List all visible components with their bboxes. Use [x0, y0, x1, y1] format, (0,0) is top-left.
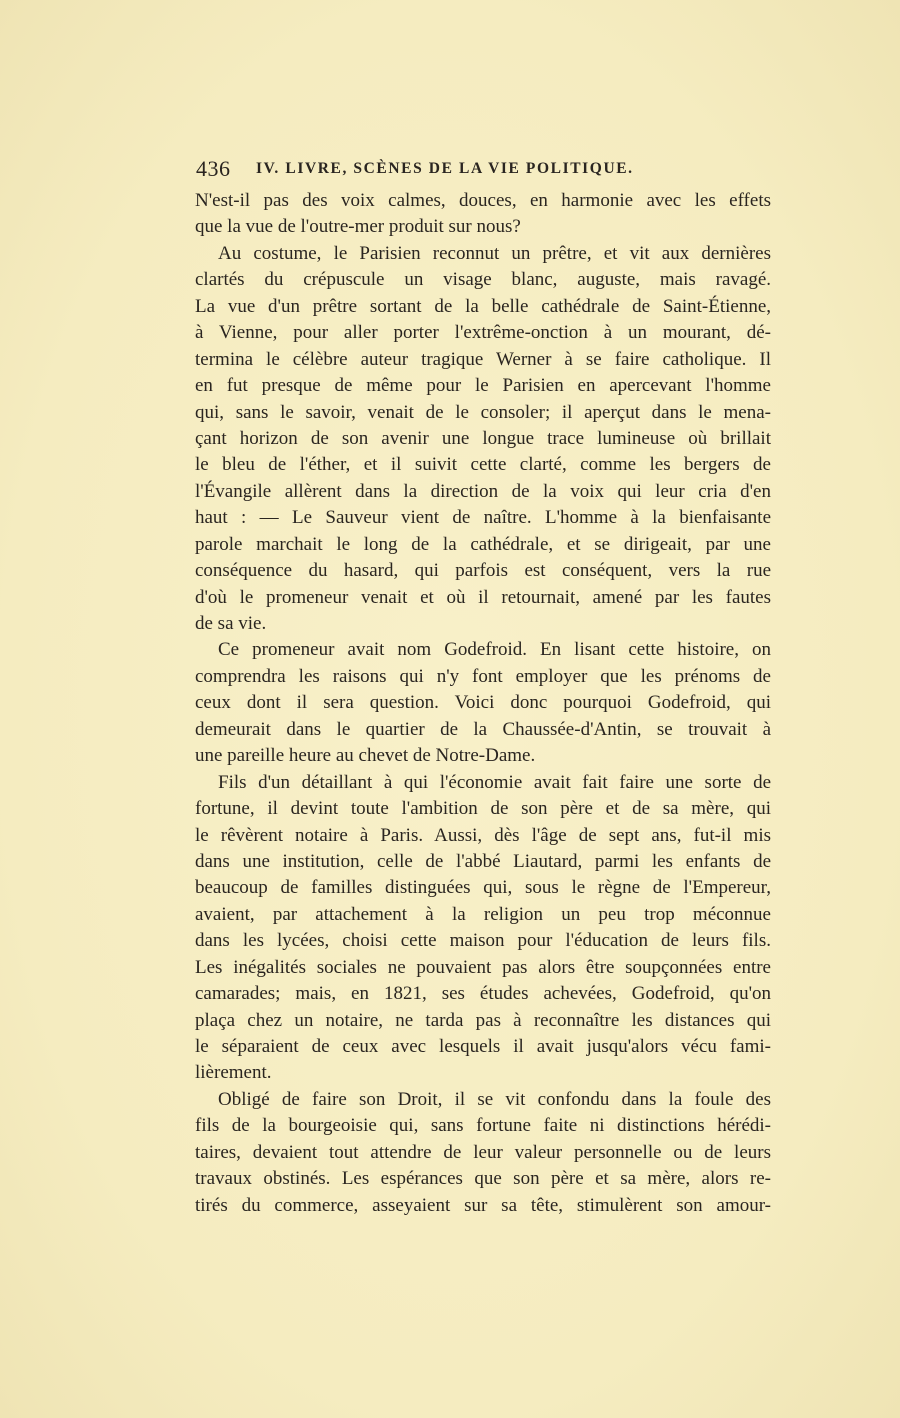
text-line: camarades; mais, en 1821, ses études achevées, Godefroid, qu'on — [195, 983, 771, 1005]
text-line: dans les lycées, choisi cette maison pour l'éducation de leurs fils. — [195, 930, 771, 952]
text-line: Au costume, le Parisien reconnut un prêtre, et vit aux dernières — [218, 242, 771, 264]
text-line: le bleu de l'éther, et il suivit cette clarté, comme les bergers de — [195, 454, 771, 476]
text-line: termina le célèbre auteur tragique Werner à se faire catholique. Il — [195, 348, 771, 370]
text-line: ceux dont il sera question. Voici donc pourquoi Godefroid, qui — [195, 692, 771, 714]
text-line: Ce promeneur avait nom Godefroid. En lisant cette histoire, on — [218, 639, 771, 661]
text-line: Obligé de faire son Droit, il se vit confondu dans la foule des — [218, 1088, 771, 1110]
text-line: Les inégalités sociales ne pouvaient pas alors être soupçonnées entre — [195, 956, 771, 978]
running-header — [196, 156, 716, 184]
text-line: en fut presque de même pour le Parisien en apercevant l'homme — [195, 375, 771, 397]
text-line: comprendra les raisons qui n'y font employer que les prénoms de — [195, 665, 771, 687]
text-line: haut : — Le Sauveur vient de naître. L'homme à la bienfaisante — [195, 507, 771, 529]
text-line: le rêvèrent notaire à Paris. Aussi, dès l'âge de sept ans, fut-il mis — [195, 824, 771, 846]
running-title: IV. LIVRE, SCÈNES DE LA VIE POLITIQUE. — [256, 160, 634, 177]
text-line: que la vue de l'outre-mer produit sur nous? — [195, 216, 521, 238]
text-line: lièrement. — [195, 1062, 272, 1084]
body-text — [195, 188, 771, 1219]
text-line: fortune, il devint toute l'ambition de son père et de sa mère, qui — [195, 798, 771, 820]
text-line: avaient, par attachement à la religion un peu trop méconnue — [195, 903, 771, 925]
text-line: le séparaient de ceux avec lesquels il avait jusqu'alors vécu fami- — [195, 1036, 771, 1057]
text-line: une pareille heure au chevet de Notre-Dame. — [195, 745, 536, 767]
text-line: dans une institution, celle de l'abbé Liautard, parmi les enfants de — [195, 850, 771, 872]
text-line: çant horizon de son avenir une longue trace lumineuse où brillait — [195, 427, 771, 449]
text-line: qui, sans le savoir, venait de le consoler; il aperçut dans le mena- — [195, 401, 771, 423]
text-line: taires, devaient tout attendre de leur valeur personnelle ou de leurs — [195, 1141, 771, 1163]
text-line: conséquence du hasard, qui parfois est conséquent, vers la rue — [195, 560, 771, 582]
text-line: tirés du commerce, asseyaient sur sa tête, stimulèrent son amour- — [195, 1194, 771, 1216]
text-line: beaucoup de familles distinguées qui, sous le règne de l'Empereur, — [195, 877, 771, 899]
text-line: d'où le promeneur venait et où il retournait, amené par les fautes — [195, 586, 771, 608]
text-line: parole marchait le long de la cathédrale, et se dirigeait, par une — [195, 533, 771, 555]
text-line: N'est-il pas des voix calmes, douces, en harmonie avec les effets — [195, 190, 771, 211]
text-line: fils de la bourgeoisie qui, sans fortune faite ni distinctions hérédi- — [195, 1115, 771, 1137]
text-line: l'Évangile allèrent dans la direction de la voix qui leur cria d'en — [195, 480, 771, 502]
text-line: demeurait dans le quartier de la Chaussée-d'Antin, se trouvait à — [195, 718, 771, 740]
text-line: La vue d'un prêtre sortant de la belle cathédrale de Saint-Étienne, — [195, 295, 771, 317]
text-line: travaux obstinés. Les espérances que son père et sa mère, alors re- — [195, 1168, 771, 1190]
text-line: clartés du crépuscule un visage blanc, auguste, mais ravagé. — [195, 269, 771, 291]
text-line: de sa vie. — [195, 613, 267, 634]
text-line: à Vienne, pour aller porter l'extrême-onction à un mourant, dé- — [195, 322, 771, 344]
text-line: plaça chez un notaire, ne tarda pas à reconnaître les distances qui — [195, 1009, 771, 1031]
page-number: 436 — [196, 156, 231, 181]
text-line: Fils d'un détaillant à qui l'économie avait fait faire une sorte de — [218, 771, 771, 793]
